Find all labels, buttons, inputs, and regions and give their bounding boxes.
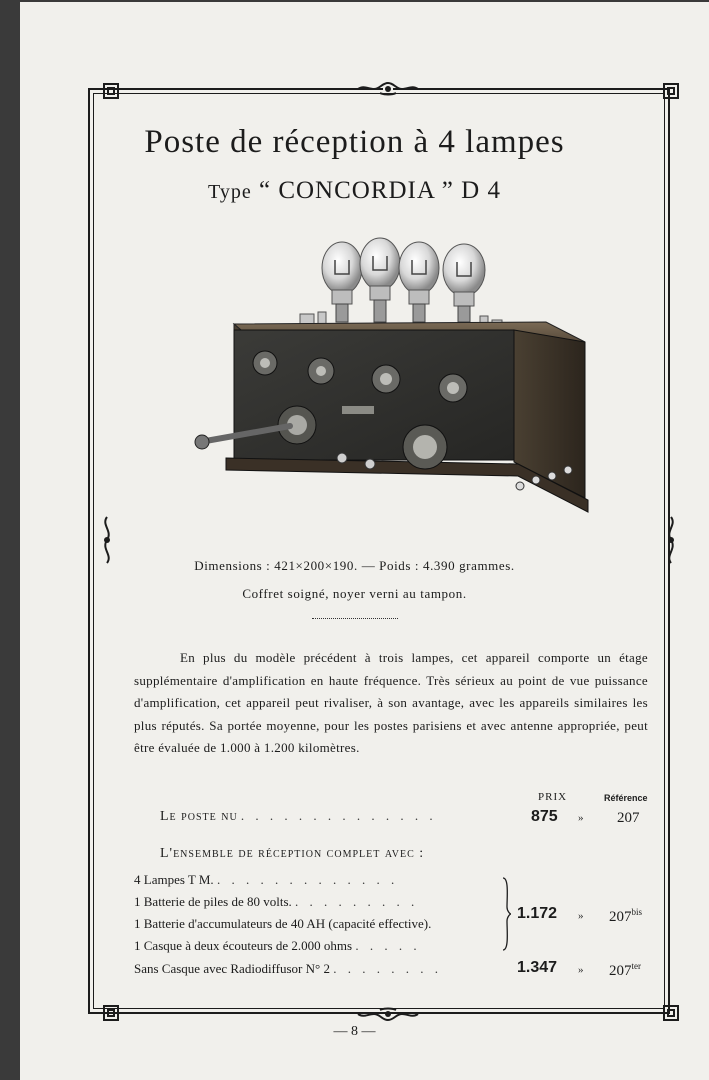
poste-nu-price: 875 (531, 808, 558, 825)
ensemble-item-label: 1 Batterie de piles de 80 volts. (134, 894, 292, 909)
dotted-separator (312, 618, 398, 619)
finish-caption: Coffret soigné, noyer verni au tampon. (242, 586, 467, 601)
ensemble-item-dots: . . . . . . . . . (295, 894, 419, 909)
top-ornament-icon (356, 80, 420, 98)
ensemble-ref (609, 907, 642, 926)
description-paragraph (134, 647, 648, 760)
sans-casque-row (134, 961, 442, 977)
corner-ornament-br-icon (662, 1004, 680, 1022)
description-text: En plus du modèle précédent à trois lampes, cet appareil comporte un étage supplémentaire d'amplification en haute fréquence. Très sérieux au point de vue puissance d'amplification, cet appareil peut rivaliser, à son avantage, avec les appareils similaires les plus réputés. Sa portée moyenne, pour les postes parisiens et avec antenne appropriée, peut être évaluée de 1.000 à 1.200 kilomètres. (134, 650, 648, 755)
poste-nu-row (160, 808, 437, 825)
ensemble-item (134, 872, 398, 888)
ensemble-ref-sup: bis (631, 907, 643, 917)
price-column-header: PRIX (538, 791, 568, 803)
dimensions-caption: Dimensions : 421×200×190. — Poids : 4.390 grammes. (194, 558, 515, 573)
ensemble-item (134, 916, 431, 932)
sans-casque-ref-number: 207 (609, 963, 632, 979)
page-number: — 8 — (333, 1024, 376, 1039)
ensemble-item-dots: . . . . . . . . . . . . . (216, 872, 399, 887)
sans-casque-label: Sans Casque avec Radiodiffusor N° 2 (134, 961, 330, 976)
corner-ornament-tl-icon (102, 82, 120, 100)
poste-nu-mark: » (578, 812, 584, 824)
subtitle-model: “ CONCORDIA ” D 4 (258, 177, 501, 204)
ensemble-price: 1.172 (517, 905, 558, 922)
ensemble-item-label: 1 Casque à deux écouteurs de 2.000 ohms (134, 938, 353, 953)
ensemble-brace-icon (502, 877, 512, 951)
sans-casque-ref (609, 961, 641, 980)
page-subtitle (0, 177, 709, 205)
ensemble-heading-text: L'ensemble de réception complet avec : (160, 846, 425, 861)
subtitle-prefix: Type (208, 181, 252, 203)
ensemble-ref-number: 207 (609, 909, 632, 925)
ensemble-item-label: 1 Batterie d'accumulateurs de 40 AH (capacité effective). (134, 916, 432, 931)
corner-ornament-tr-icon (662, 82, 680, 100)
ensemble-mark: » (578, 910, 584, 922)
sans-casque-ref-sup: ter (631, 961, 641, 971)
sans-casque-price: 1.347 (517, 959, 558, 976)
ensemble-item (134, 894, 418, 910)
page-title: Poste de réception à 4 lampes (144, 124, 565, 160)
reference-column-header: Référence (604, 793, 648, 803)
bottom-ornament-icon (356, 1005, 420, 1023)
poste-nu-label: Le poste nu (160, 809, 238, 824)
sans-casque-dots: . . . . . . . . (333, 961, 442, 976)
poste-nu-ref: 207 (617, 810, 640, 826)
ensemble-heading (160, 845, 424, 862)
poste-nu-dots: . . . . . . . . . . . . . . (240, 808, 437, 823)
ensemble-item-dots: . . . . . (355, 938, 421, 953)
ensemble-item (134, 938, 421, 954)
ensemble-item-label: 4 Lampes T M. (134, 872, 214, 887)
radio-receiver-4-valves-illustration (190, 230, 590, 530)
sans-casque-mark: » (578, 964, 584, 976)
corner-ornament-bl-icon (102, 1004, 120, 1022)
